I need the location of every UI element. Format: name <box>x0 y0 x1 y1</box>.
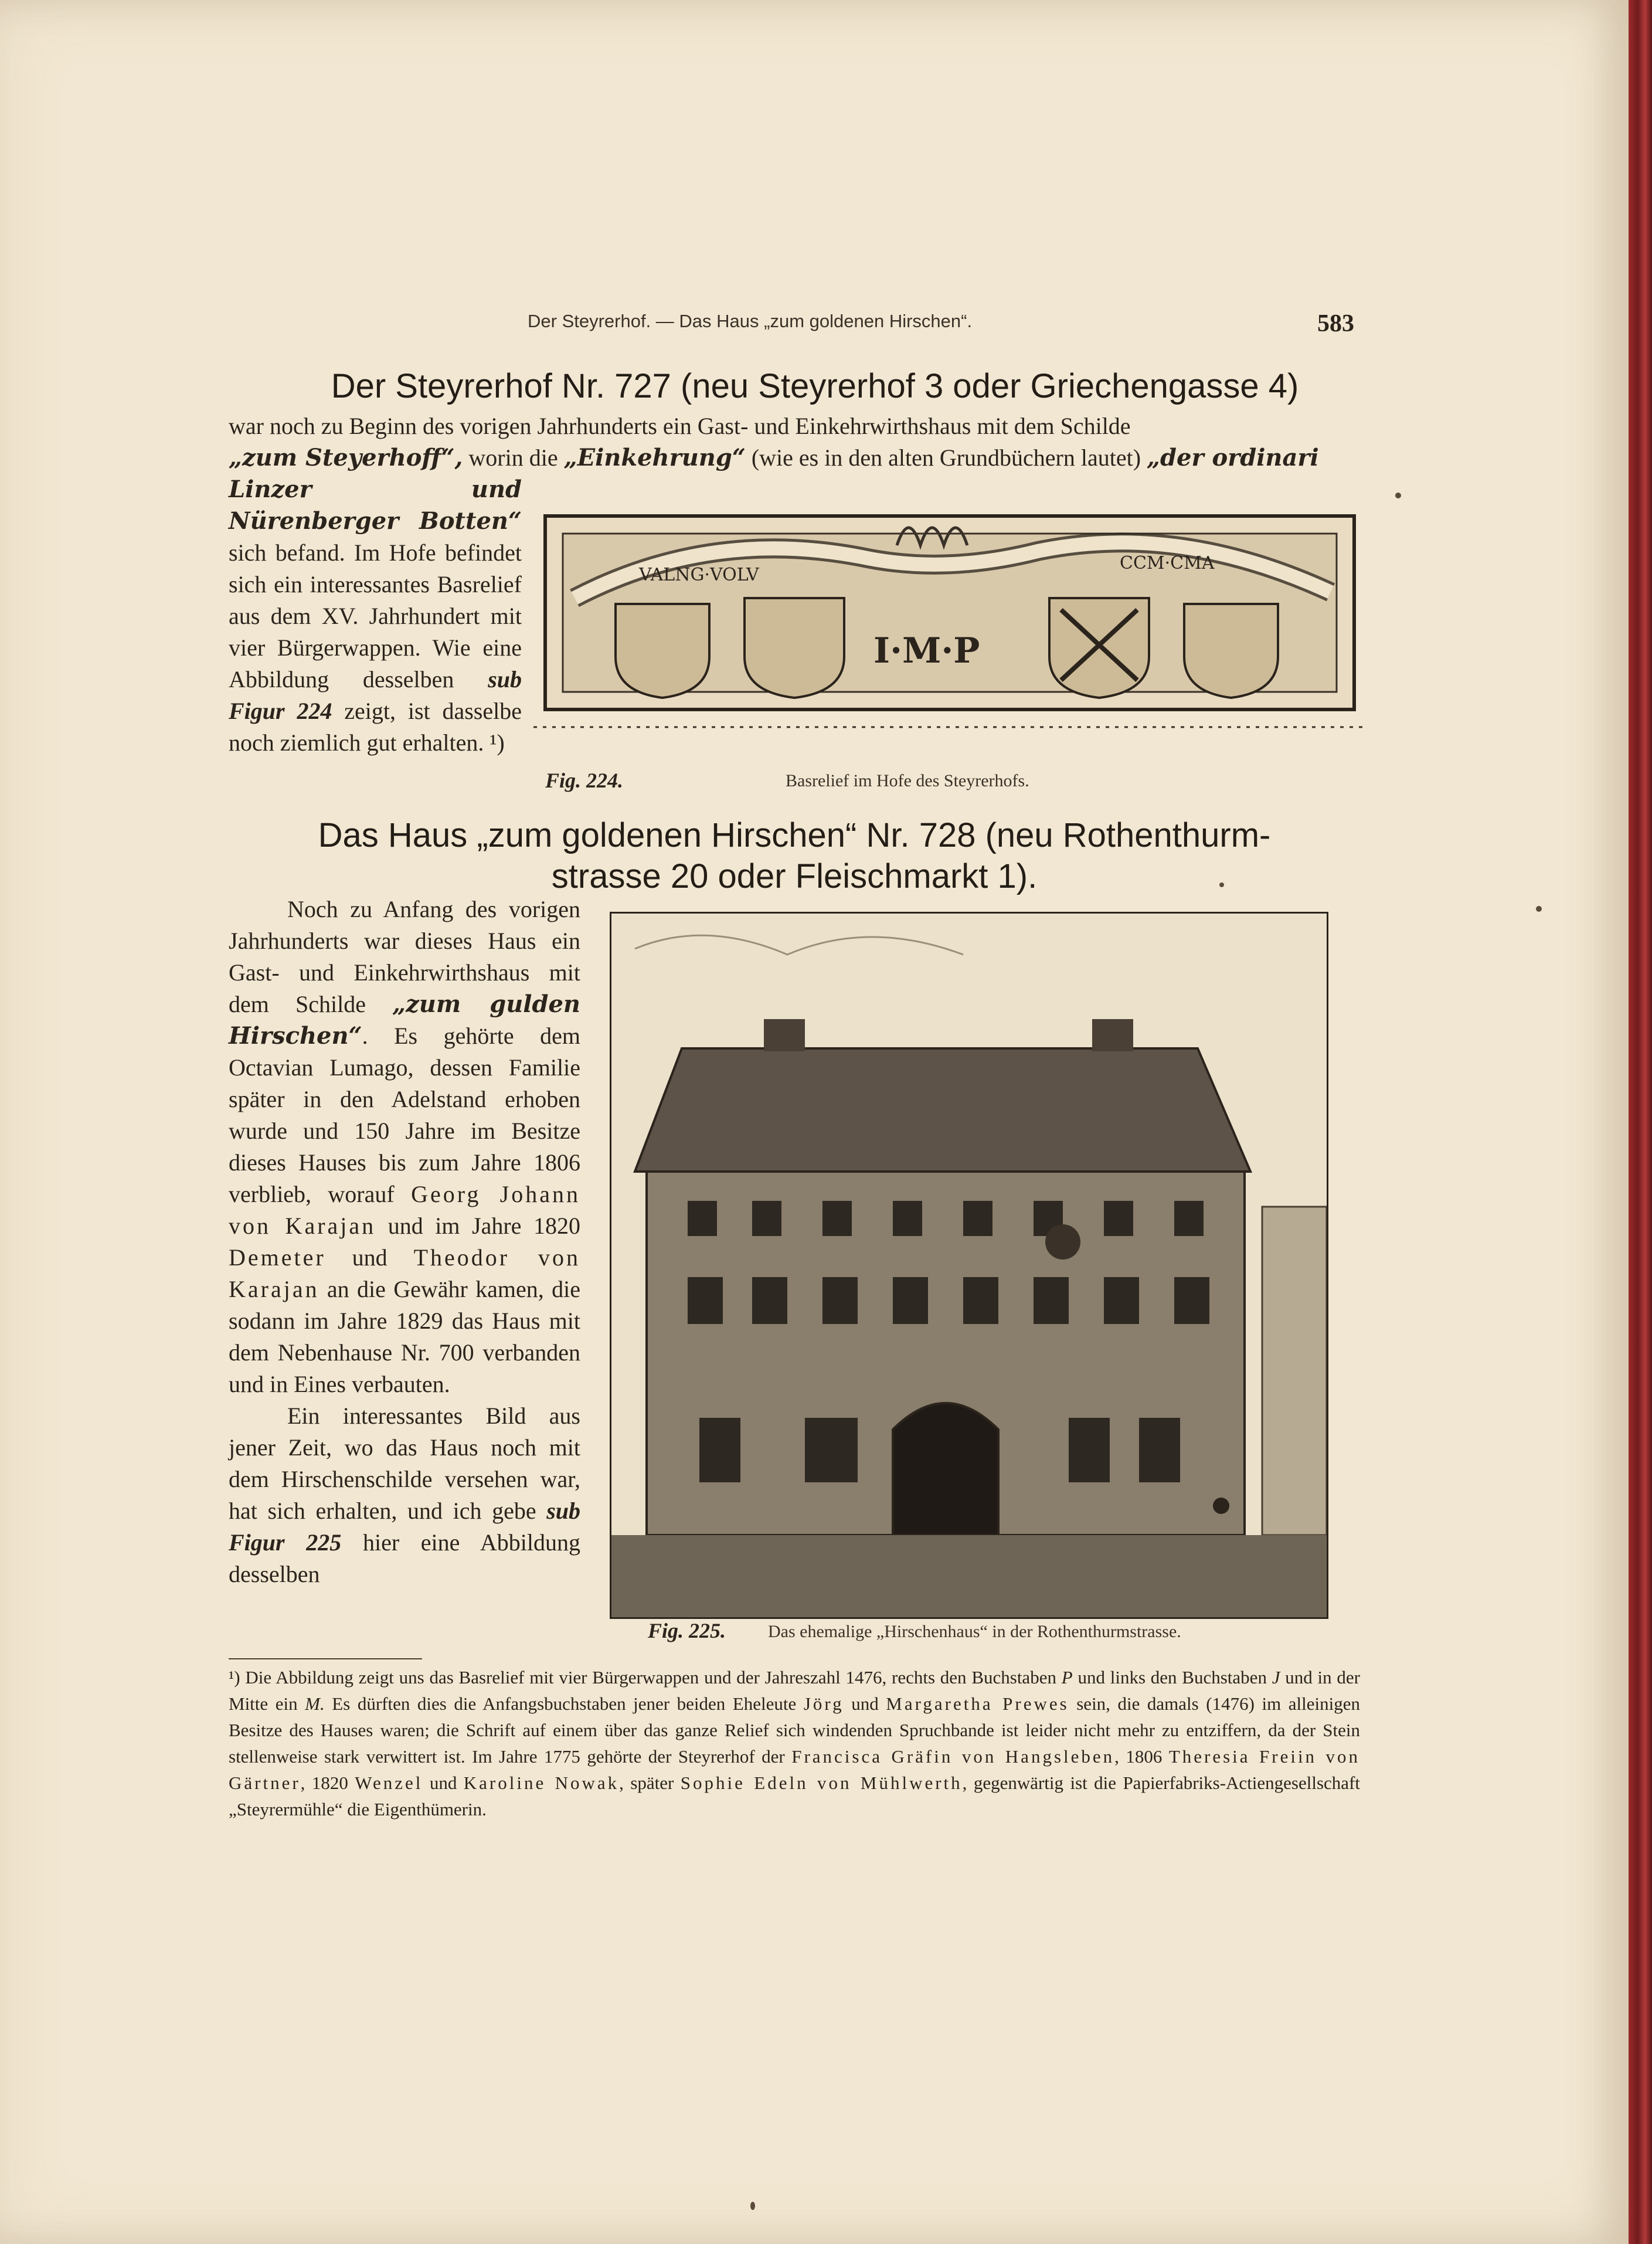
banner-left-text: VALNG·VOLV <box>639 565 759 585</box>
term-einkehrung: „Einkehrung“ <box>563 444 746 471</box>
paper-speck <box>750 2202 755 2210</box>
book-spine-edge <box>1629 0 1652 2244</box>
section-heading-line-2: strasse 20 oder Fleischmarkt 1). <box>551 857 1038 895</box>
intro-side-column <box>229 474 522 759</box>
side-text: zeigt, ist dasselbe noch ziemlich gut erhalten. ¹) <box>229 698 522 756</box>
section-heading-hirschen <box>229 815 1360 897</box>
figure-225-label: Fig. 225. <box>648 1619 726 1642</box>
intro-line-2 <box>229 442 1360 474</box>
shield-name-steyerhoff: „zum Steyerhoff“, <box>229 444 463 471</box>
shield-name-hirschen: „zum gulden Hirschen“ <box>229 990 580 1050</box>
pedestrian-figure <box>1213 1498 1229 1514</box>
ground-window-right-1 <box>1069 1418 1110 1482</box>
ground-window-right-2 <box>1139 1418 1180 1482</box>
page-number: 583 <box>1317 310 1354 337</box>
hirschenhaus-engraving <box>610 912 1328 1619</box>
chimney-left <box>764 1019 805 1051</box>
coat-of-arms-4 <box>1184 604 1278 698</box>
section-heading-steyrerhof: Der Steyrerhof Nr. 727 (neu Steyrerhof 3 oder Griechengasse 4) <box>331 367 1299 405</box>
figure-reference-225: sub Figur 225 <box>229 1498 580 1556</box>
figure-225-caption: Das ehemalige „Hirschenhaus“ in der Rothenthurmstrasse. <box>768 1622 1181 1641</box>
intro-text: worin die <box>463 444 564 471</box>
figure-224-label: Fig. 224. <box>545 769 624 792</box>
gateway-arch <box>893 1403 998 1535</box>
basrelief-illustration <box>533 493 1366 751</box>
neighbouring-building <box>1262 1207 1327 1535</box>
banner-right-text: CCM·CMA <box>1120 553 1215 573</box>
roof <box>635 1048 1250 1172</box>
footnote-rule <box>229 1658 422 1659</box>
deer-head-sign <box>1045 1224 1080 1260</box>
name-georg-johann: Georg Johann von Karajan <box>229 1181 581 1239</box>
term-botten: Linzer und Nürenberger Botten“ <box>229 476 522 535</box>
name-theodor: Theodor von Karajan <box>229 1244 580 1302</box>
paper-speck <box>1219 882 1224 887</box>
figure-reference-224: sub Figur 224 <box>229 666 522 724</box>
coat-of-arms-2 <box>745 598 844 698</box>
intro-paragraph <box>229 410 1360 474</box>
paper-speck <box>1395 493 1401 498</box>
chimney-right <box>1092 1019 1133 1051</box>
hirschen-text-column <box>229 894 580 1590</box>
running-title: Der Steyrerhof. — Das Haus „zum goldenen Hirschen“. <box>528 311 973 331</box>
paragraph-2: Ein interessantes Bild aus jener Zeit, wo das Haus noch mit dem Hirschenschilde versehen war, hat sich erhalten, und ich gebe sub Figur 225 hier eine Abbildung desselben <box>229 1403 580 1587</box>
figure-224-caption: Basrelief im Hofe des Steyrerhofs. <box>786 771 1029 790</box>
side-text: sich befand. Im Hofe befindet sich ein interessantes Basrelief aus dem XV. Jahrhundert mit vier Bürgerwappen. Wie eine Abbildung desselben <box>229 539 522 692</box>
intro-text: (wie es in den alten Grundbüchern lautet) <box>745 444 1147 471</box>
relief-initials: I·M·P <box>873 630 980 671</box>
footnote: ¹) Die Abbildung zeigt uns das Basrelief mit vier Bürgerwappen und der Jahreszahl 1476, rechts den Buchstaben P und links den Buchstaben J und in der Mitte ein M. Es dürften dies die Anfangsbuchstaben jener beiden Eheleute Jörg und Margaretha Prewes sein, die damals (1476) im alleinigen Besitze des Hauses waren; die Schrift auf einem über das ganze Relief sich windenden Spruchbande ist leider nicht mehr zu entziffern, da der Stein stellenweise stark verwittert ist. Im Jahre 1775 gehörte der Steyrerhof der Francisca Gräfin von Hangsleben, 1806 Theresia Freiin von Gärtner, 1820 Wenzel und Karoline Nowak, später Sophie Edeln von Mühlwerth, gegenwärtig ist die Papierfabriks-Actiengesellschaft „Steyrermühle“ die Eigenthümerin. <box>229 1667 1361 1819</box>
paper-speck <box>1536 906 1542 912</box>
paragraph-1: Noch zu Anfang des vorigen Jahrhunderts war dieses Haus ein Gast- und Einkehrwirthshaus mit dem Schilde „zum gulden Hirschen“. Es gehörte dem Octavian Lumago, dessen Familie später in den Adelstand erhoben wurde und 150 Jahre im Besitze dieses Hauses bis zum Jahre 1806 verblieb, worauf Georg Johann von Karajan und im Jahre 1820 Demeter und Theodor von Karajan an die Gewähr kamen, die sodann im Jahre 1829 das Haus mit dem Nebenhause Nr. 700 verbanden und in Eines verbauten. <box>229 896 581 1397</box>
ground-window-left <box>699 1418 740 1482</box>
section-heading-line-1: Das Haus „zum goldenen Hirschen“ Nr. 728 (neu Rothenthurm- <box>318 816 1271 854</box>
term-ordinari: „der ordinari <box>1147 444 1319 471</box>
intro-line-1: war noch zu Beginn des vorigen Jahrhunderts ein Gast- und Einkehrwirthshaus mit dem Schilde <box>229 413 1131 439</box>
street <box>611 1535 1327 1617</box>
name-demeter: Demeter <box>229 1244 326 1271</box>
ground-window-shop <box>805 1418 858 1482</box>
coat-of-arms-1 <box>616 604 709 698</box>
